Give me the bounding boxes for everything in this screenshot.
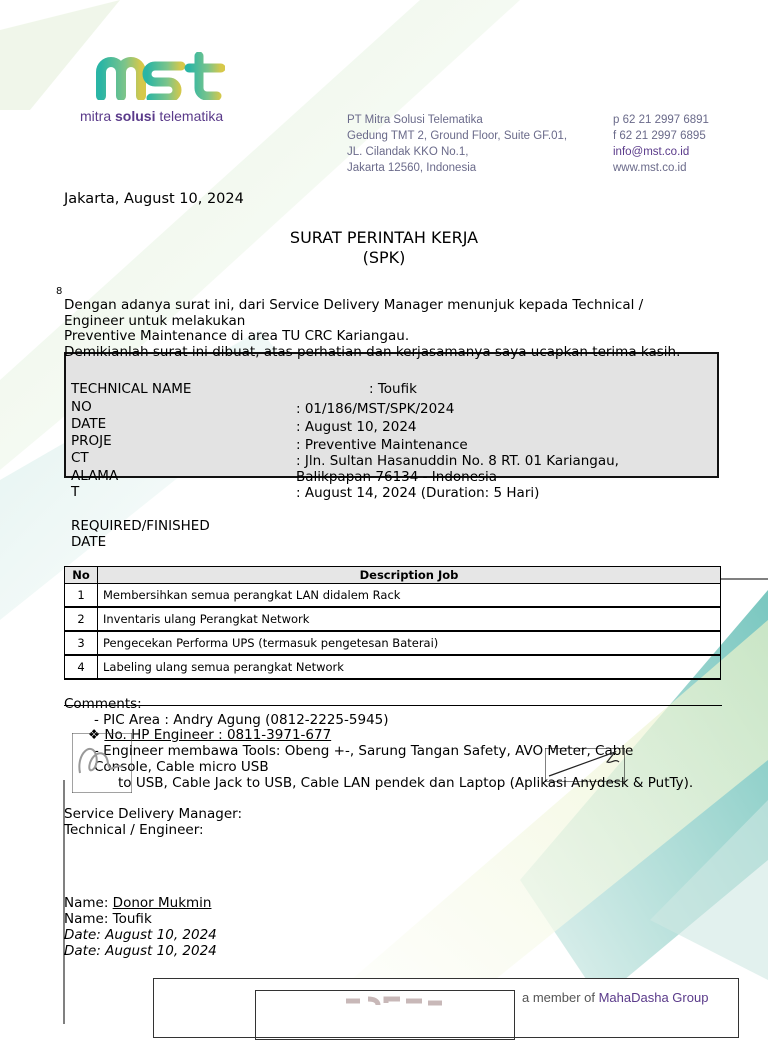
project-value: : Preventive Maintenance (296, 437, 468, 453)
phone: p 62 21 2997 6891 (613, 114, 709, 126)
page-marker: 8 (56, 286, 63, 297)
tech-name-value: : Toufik (369, 381, 417, 397)
col-no-header: No (65, 567, 98, 584)
place-date: Jakarta, August 10, 2024 (64, 191, 244, 207)
company-name: PT Mitra Solusi Telematika (347, 114, 483, 126)
company-tagline: mitra solusi telematika (80, 108, 224, 124)
date-label: DATE (71, 416, 107, 432)
col-desc-header: Description Job (98, 567, 721, 584)
body-line-4: Demikianlah surat ini dibuat, atas perhatian dan kerjasamanya saya ucapkan terima kasih. (64, 343, 681, 360)
row-desc: Membersihkan semua perangkat LAN didalem Rack (98, 584, 721, 608)
address-line-1: Gedung TMT 2, Ground Floor, Suite GF.01, (347, 130, 568, 142)
name-engineer: Name: Toufik (64, 911, 152, 927)
role-engineer: Technical / Engineer: (64, 822, 204, 838)
comments-label: Comments: (64, 696, 142, 712)
comment-tools-3: to USB, Cable Jack to USB, Cable LAN pendek dan Laptop (Aplikasi Anydesk & PutTy). (118, 775, 694, 791)
body-line-3: Preventive Maintenance di area TU CRC Kariangau. (64, 328, 410, 344)
row-desc: Inventaris ulang Perangkat Network (98, 607, 721, 631)
diamond-bullet-icon: ❖ (88, 727, 101, 743)
table-row (65, 655, 721, 679)
finished-date-value: : August 14, 2024 (Duration: 5 Hari) (296, 485, 540, 501)
mst-logo (95, 52, 225, 100)
title: SURAT PERINTAH KERJA (289, 228, 479, 247)
fax: f 62 21 2997 6895 (613, 130, 706, 142)
row-desc: Labeling ulang semua perangkat Network (98, 655, 721, 679)
footer-stamp-frame (255, 990, 515, 1040)
faded-logo-watermark (256, 991, 514, 1031)
company-address (347, 112, 567, 176)
website-link[interactable]: www.mst.co.id (613, 162, 687, 174)
comment-tools-1: - Engineer membawa Tools: Obeng +-, Sarung Tangan Safety, AVO Meter, Cable (94, 743, 634, 759)
row-no: 2 (65, 607, 98, 631)
name-sdm: Name: Donor Mukmin (64, 895, 212, 911)
alamat-label: ALAMA T (71, 468, 119, 500)
row-no: 1 (65, 584, 98, 608)
project-label: PROJE CT (71, 433, 112, 466)
body-line-1: Dengan adanya surat ini, dari Service Delivery Manager menunjuk kepada Technical / (64, 297, 644, 313)
email-link[interactable]: info@mst.co.id (613, 146, 690, 158)
document-title (0, 228, 768, 268)
mahadasha-group: MahaDasha Group (598, 990, 709, 1005)
alamat-value: : Jln. Sultan Hasanuddin No. 8 RT. 01 Kariangau, Balikpapan 76134 - Indonesia (296, 453, 619, 485)
table-row (65, 584, 721, 608)
tech-name-label: TECHNICAL NAME (71, 381, 192, 397)
hp-text: No. HP Engineer : 0811-3971-677 (104, 727, 332, 743)
address-line-3: Jakarta 12560, Indonesia (347, 162, 477, 174)
signature-engineer (545, 748, 625, 782)
role-sdm: Service Delivery Manager: (64, 806, 242, 822)
table-row (65, 607, 721, 631)
footer-member: a member of MahaDasha Group (522, 990, 709, 1005)
table-row (65, 631, 721, 655)
comment-tools-2: Console, Cable micro USB (94, 759, 269, 775)
comment-pic: - PIC Area : Andry Agung (0812-2225-5945) (94, 712, 389, 728)
company-contact (613, 112, 709, 176)
date-engineer: Date: August 10, 2024 (64, 943, 217, 959)
body-line-2: Engineer untuk melakukan (64, 312, 246, 329)
date-value: : August 10, 2024 (296, 419, 417, 435)
job-table (64, 566, 721, 680)
date-sdm: Date: August 10, 2024 (64, 927, 217, 943)
address-line-2: JL. Cilandak KKO No.1, (347, 146, 469, 158)
finished-date-label: REQUIRED/FINISHED DATE (71, 518, 210, 550)
subtitle: (SPK) (362, 248, 406, 267)
no-label: NO (71, 399, 92, 415)
no-value: : 01/186/MST/SPK/2024 (296, 401, 455, 417)
row-no: 4 (65, 655, 98, 679)
letter-body (64, 298, 680, 360)
signature-sdm (72, 733, 132, 793)
row-desc: Pengecekan Performa UPS (termasuk pengetesan Baterai) (98, 631, 721, 655)
comments-divider (64, 705, 722, 706)
row-no: 3 (65, 631, 98, 655)
table-header-row (65, 567, 721, 584)
